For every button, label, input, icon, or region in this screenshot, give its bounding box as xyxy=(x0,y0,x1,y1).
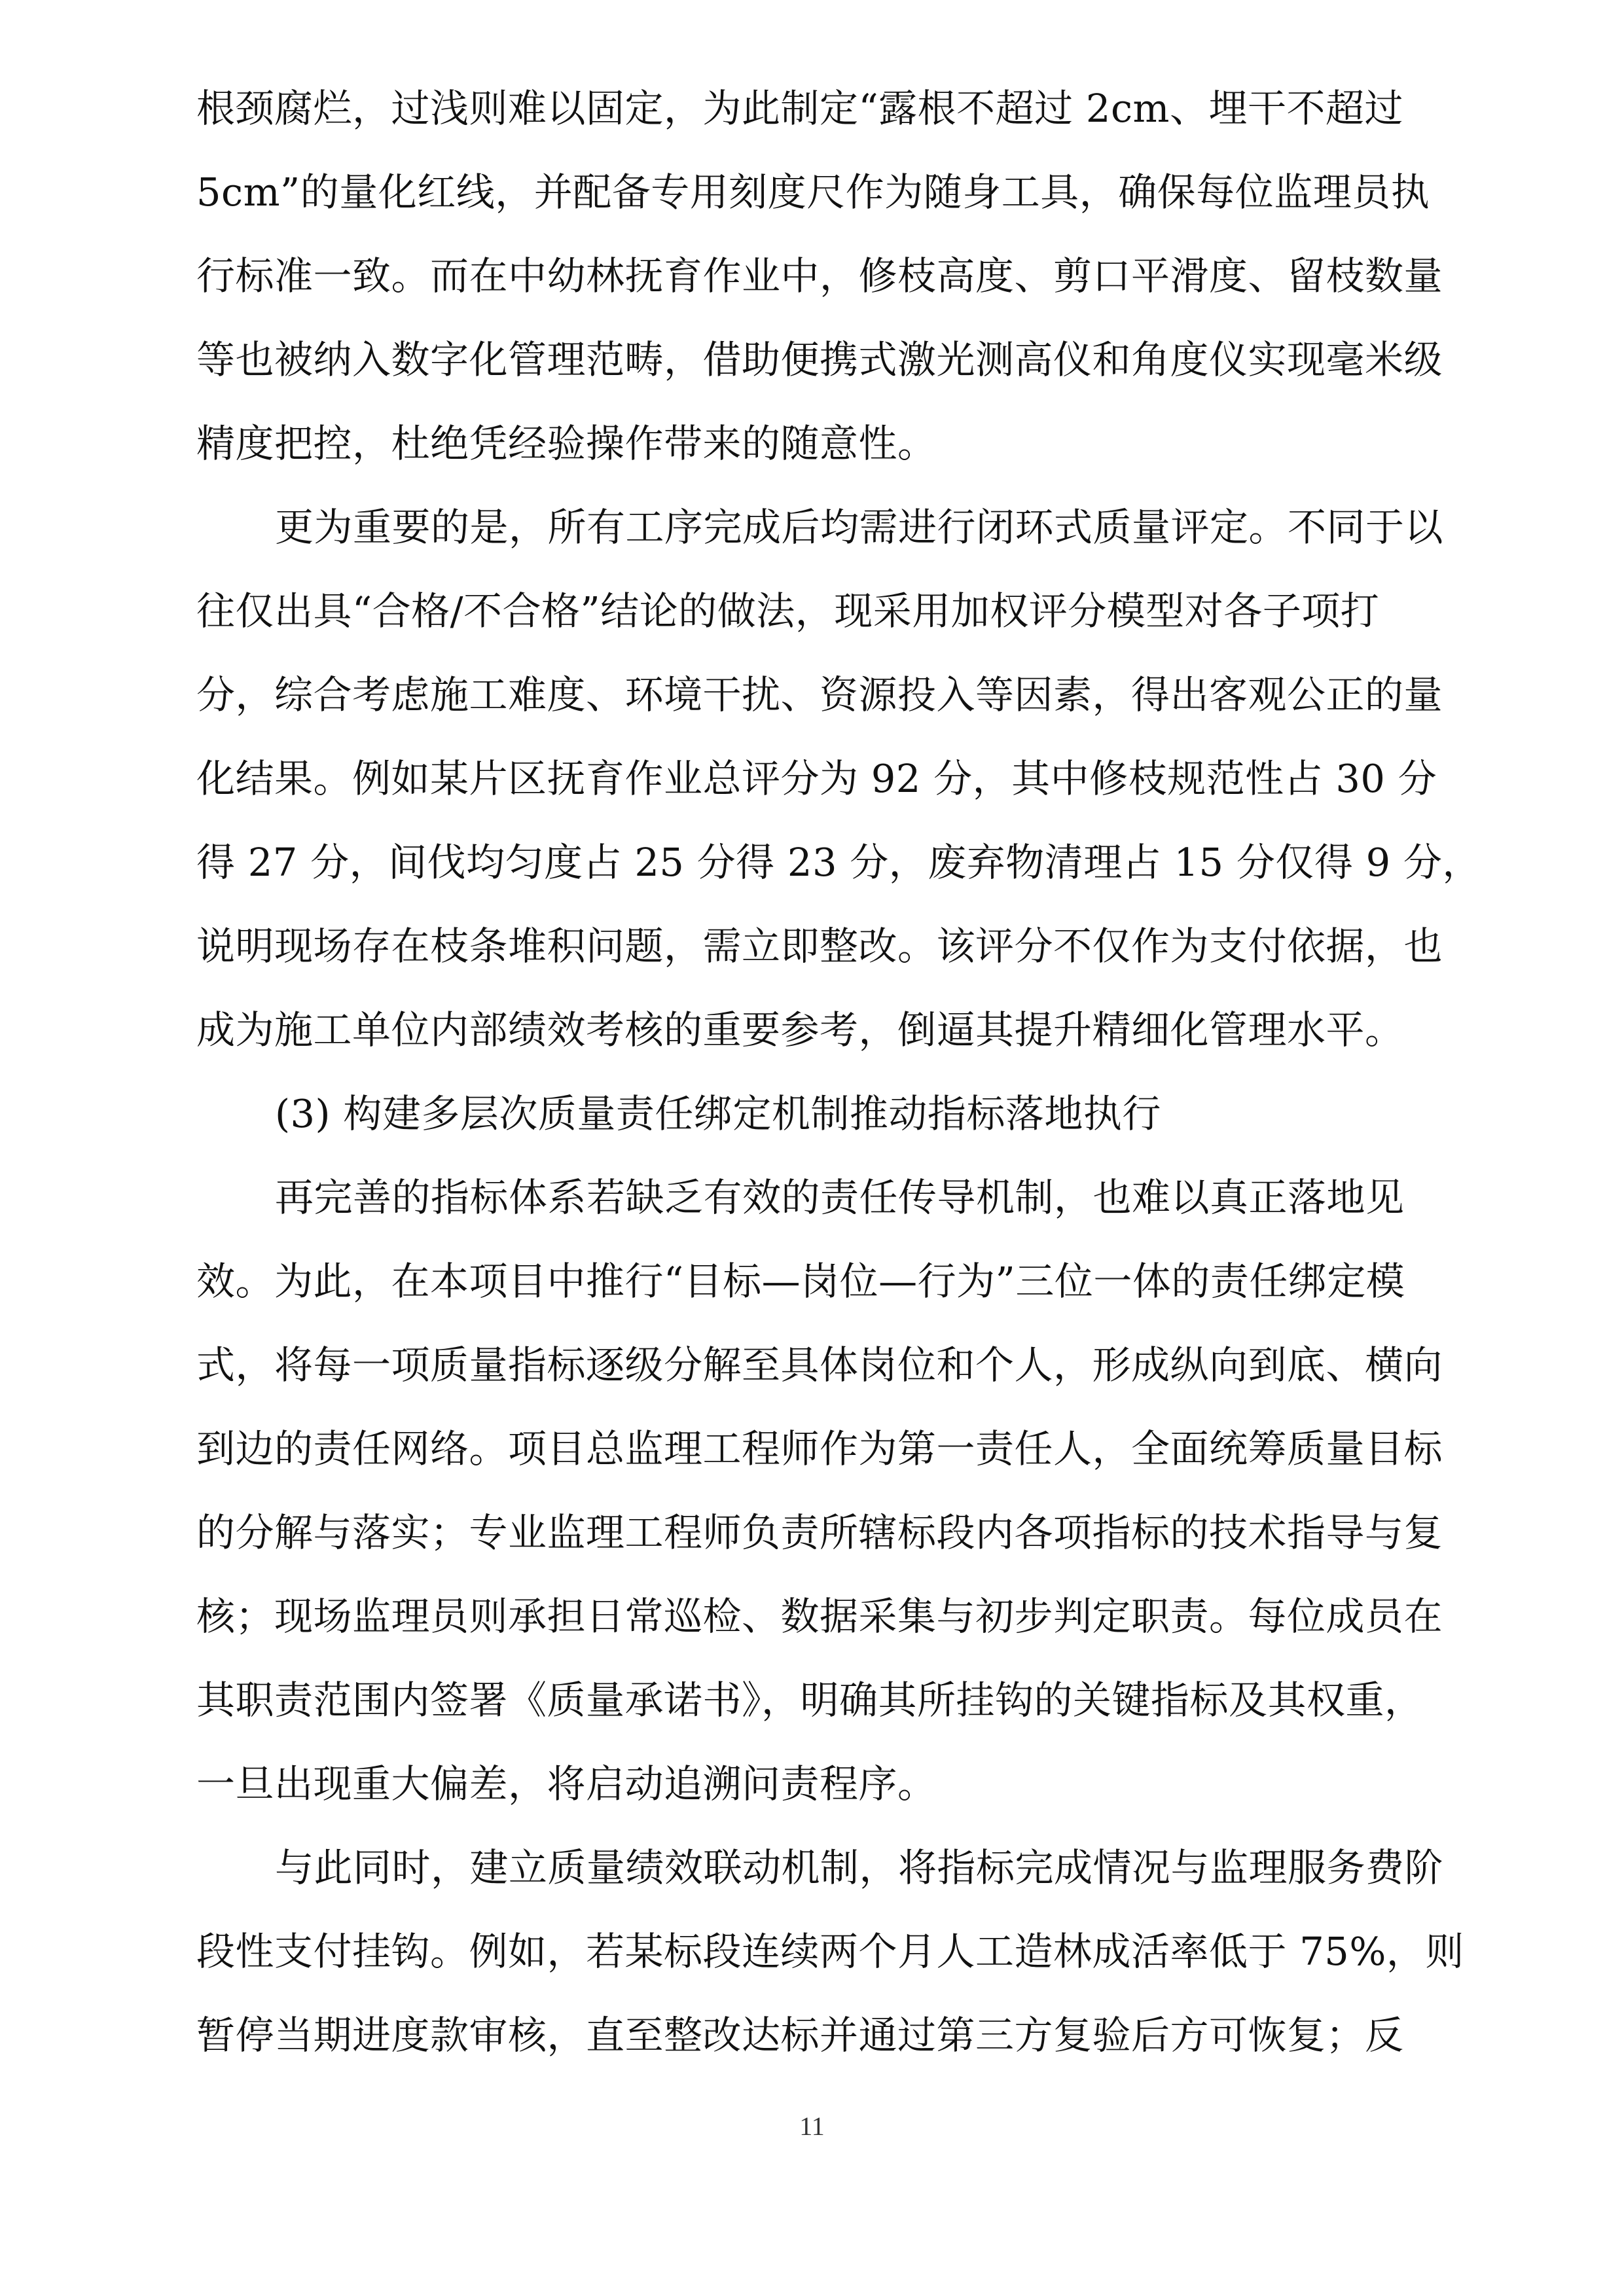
text-line: 分，综合考虑施工难度、环境干扰、资源投入等因素，得出客观公正的量 xyxy=(196,672,1443,717)
text-line: 行标准一致。而在中幼林抚育作业中，修枝高度、剪口平滑度、留枝数量 xyxy=(196,253,1443,298)
text-line: 根颈腐烂，过浅则难以固定，为此制定“露根不超过 2cm、埋干不超过 xyxy=(196,86,1403,131)
paragraph-first-line: 与此同时，建立质量绩效联动机制，将指标完成情况与监理服务费阶 xyxy=(275,1845,1444,1890)
text-line: 得 27 分，间伐均匀度占 25 分得 23 分，废弃物清理占 15 分仅得 9 分， xyxy=(196,840,1481,885)
text-line: 到边的责任网络。项目总监理工程师作为第一责任人，全面统筹质量目标 xyxy=(196,1426,1443,1471)
text-line: 的分解与落实；专业监理工程师负责所辖标段内各项指标的技术指导与复 xyxy=(196,1510,1443,1555)
page-number: 11 xyxy=(799,2111,825,2141)
text-line: 核；现场监理员则承担日常巡检、数据采集与初步判定职责。每位成员在 xyxy=(196,1594,1443,1639)
text-line: 一旦出现重大偏差，将启动追溯问责程序。 xyxy=(196,1761,937,1806)
text-line: 往仅出具“合格/不合格”结论的做法，现采用加权评分模型对各子项打 xyxy=(196,588,1380,634)
text-line: 效。为此，在本项目中推行“目标—岗位—行为”三位一体的责任绑定模 xyxy=(196,1259,1405,1304)
text-line: 等也被纳入数字化管理范畴，借助便携式激光测高仪和角度仪实现毫米级 xyxy=(196,337,1443,382)
text-line: 精度把控，杜绝凭经验操作带来的随意性。 xyxy=(196,421,937,466)
text-line: 说明现场存在枝条堆积问题，需立即整改。该评分不仅作为支付依据，也 xyxy=(196,924,1443,969)
section-heading: (3) 构建多层次质量责任绑定机制推动指标落地执行 xyxy=(275,1091,1161,1136)
paragraph-first-line: 更为重要的是，所有工序完成后均需进行闭环式质量评定。不同于以 xyxy=(275,505,1444,550)
text-line: 化结果。例如某片区抚育作业总评分为 92 分，其中修枝规范性占 30 分 xyxy=(196,756,1437,801)
text-line: 式，将每一项质量指标逐级分解至具体岗位和个人，形成纵向到底、横向 xyxy=(196,1342,1443,1388)
text-line: 暂停当期进度款审核，直至整改达标并通过第三方复验后方可恢复；反 xyxy=(196,2013,1404,2058)
text-line: 段性支付挂钩。例如，若某标段连续两个月人工造林成活率低于 75%，则 xyxy=(196,1929,1464,1974)
text-line: 5cm”的量化红线，并配备专用刻度尺作为随身工具，确保每位监理员执 xyxy=(196,170,1430,215)
paragraph-first-line: 再完善的指标体系若缺乏有效的责任传导机制，也难以真正落地见 xyxy=(275,1175,1405,1220)
text-line: 其职责范围内签署《质量承诺书》，明确其所挂钩的关键指标及其权重， xyxy=(196,1677,1424,1723)
text-line: 成为施工单位内部绩效考核的重要参考，倒逼其提升精细化管理水平。 xyxy=(196,1007,1404,1052)
